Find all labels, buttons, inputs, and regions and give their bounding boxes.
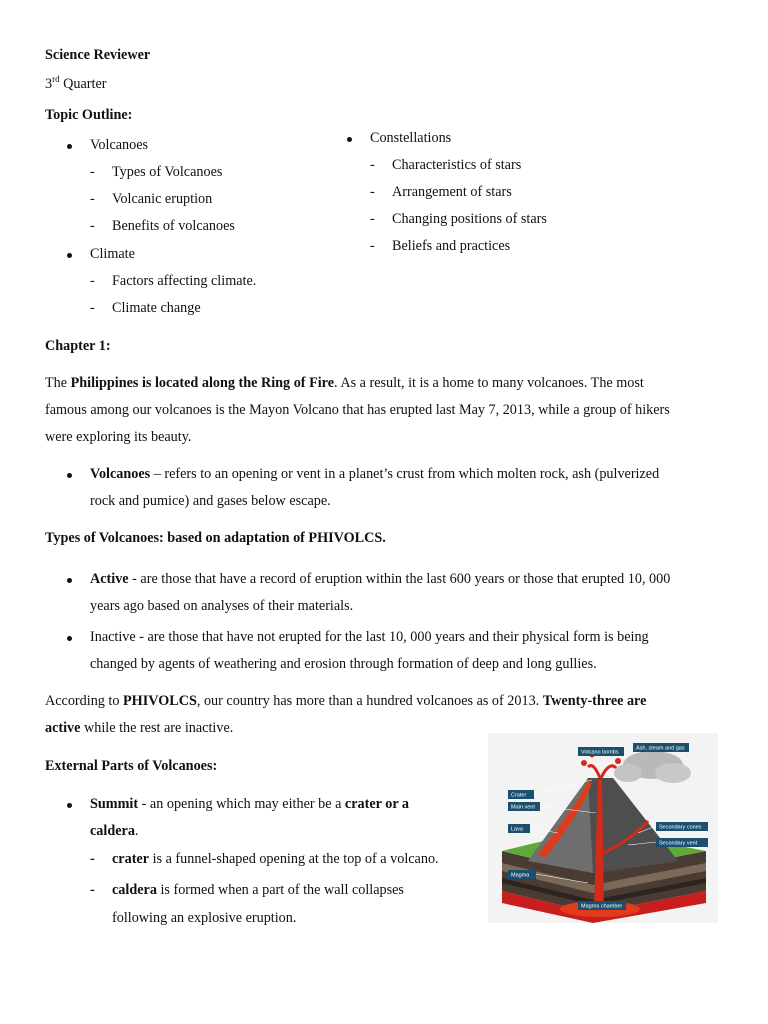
label-secondary-cones: Secondary cones <box>659 824 702 831</box>
ash-cloud <box>614 764 642 782</box>
outline-subitem: Beliefs and practices <box>392 238 511 254</box>
dash-icon: - <box>90 218 95 234</box>
outline-subitem: Characteristics of stars <box>392 157 522 173</box>
outline-subitem: Volcanic eruption <box>112 191 213 207</box>
volcano-bomb <box>581 760 587 766</box>
intro-line-1: The Philippines is located along the Ring of Fire. As a result, it is a home to many volcanoes. The most <box>45 375 644 391</box>
dash-icon: - <box>370 184 375 200</box>
external-heading: External Parts of Volcanoes: <box>45 758 218 774</box>
page-title: Science Reviewer <box>45 47 151 63</box>
chapter-heading: Chapter 1: <box>45 338 111 354</box>
intro-line-2: famous among our volcanoes is the Mayon Volcano that has erupted last May 7, 2013, while a group of hikers <box>45 402 670 418</box>
quarter-label: 3rd Quarter <box>45 74 107 92</box>
summit-line-2: caldera. <box>90 823 139 839</box>
according-line-1: According to PHIVOLCS, our country has more than a hundred volcanoes as of 2013. Twenty-three are <box>45 693 647 709</box>
intro-line-3: were exploring its beauty. <box>45 429 192 445</box>
dash-icon: - <box>90 191 95 207</box>
crater-definition: crater is a funnel-shaped opening at the top of a volcano. <box>112 851 439 867</box>
volcano-diagram <box>488 733 718 923</box>
outline-item-constellations: Constellations <box>370 130 452 146</box>
outline-item-volcanoes: Volcanoes <box>90 137 149 153</box>
outline-subitem: Arrangement of stars <box>392 184 512 200</box>
outline-subitem: Benefits of volcanoes <box>112 218 235 234</box>
volcano-definition-line-1: Volcanoes – refers to an opening or vent in a planet’s crust from which molten rock, ash (pulverized <box>90 466 660 482</box>
dash-icon: - <box>90 851 95 867</box>
outline-subitem: Changing positions of stars <box>392 211 547 227</box>
volcano-bomb <box>615 758 621 764</box>
outline-item-climate: Climate <box>90 246 135 262</box>
outline-subitem: Types of Volcanoes <box>112 164 223 180</box>
ash-cloud <box>655 763 691 783</box>
dash-icon: - <box>90 300 95 316</box>
dash-icon: - <box>370 157 375 173</box>
active-line-2: years ago based on analyses of their materials. <box>90 598 354 614</box>
bullet-icon <box>67 636 72 641</box>
dash-icon: - <box>370 211 375 227</box>
inactive-line-2: changed by agents of weathering and erosion through formation of deep and long gullies. <box>90 656 597 672</box>
bullet-icon <box>347 137 352 142</box>
caldera-definition-line-2: following an explosive eruption. <box>112 910 297 926</box>
bullet-icon <box>67 253 72 258</box>
dash-icon: - <box>90 273 95 289</box>
label-lava: Lava <box>511 826 523 833</box>
dash-icon: - <box>90 882 95 898</box>
types-heading: Types of Volcanoes: based on adaptation of PHIVOLCS. <box>45 530 386 546</box>
volcano-definition-line-2: rock and pumice) and gases below escape. <box>90 493 331 509</box>
bullet-icon <box>67 803 72 808</box>
inactive-line-1: Inactive - are those that have not erupted for the last 10, 000 years and their physical form is being <box>90 629 649 645</box>
label-secondary-vent: Secondary vent <box>659 840 698 847</box>
label-volcano-bombs: Volcano bombs <box>581 749 619 756</box>
outline-subitem: Factors affecting climate. <box>112 273 257 289</box>
bullet-icon <box>67 473 72 478</box>
label-main-vent: Main vent <box>511 804 535 811</box>
dash-icon: - <box>370 238 375 254</box>
label-crater: Crater <box>511 792 527 799</box>
summit-line-1: Summit - an opening which may either be a crater or a <box>90 796 409 812</box>
label-magma-chamber: Magma chamber <box>581 903 623 910</box>
outline-heading: Topic Outline: <box>45 107 133 123</box>
bullet-icon <box>67 578 72 583</box>
according-line-2: active while the rest are inactive. <box>45 720 234 736</box>
caldera-definition-line-1: caldera is formed when a part of the wall collapses <box>112 882 404 898</box>
outline-subitem: Climate change <box>112 300 201 316</box>
label-magma: Magma <box>511 872 530 879</box>
dash-icon: - <box>90 164 95 180</box>
bullet-icon <box>67 144 72 149</box>
label-ash-steam-gas: Ash, steam and gas <box>636 745 685 752</box>
active-line-1: Active - are those that have a record of eruption within the last 600 years or those that erupted 10, 000 <box>90 571 671 587</box>
